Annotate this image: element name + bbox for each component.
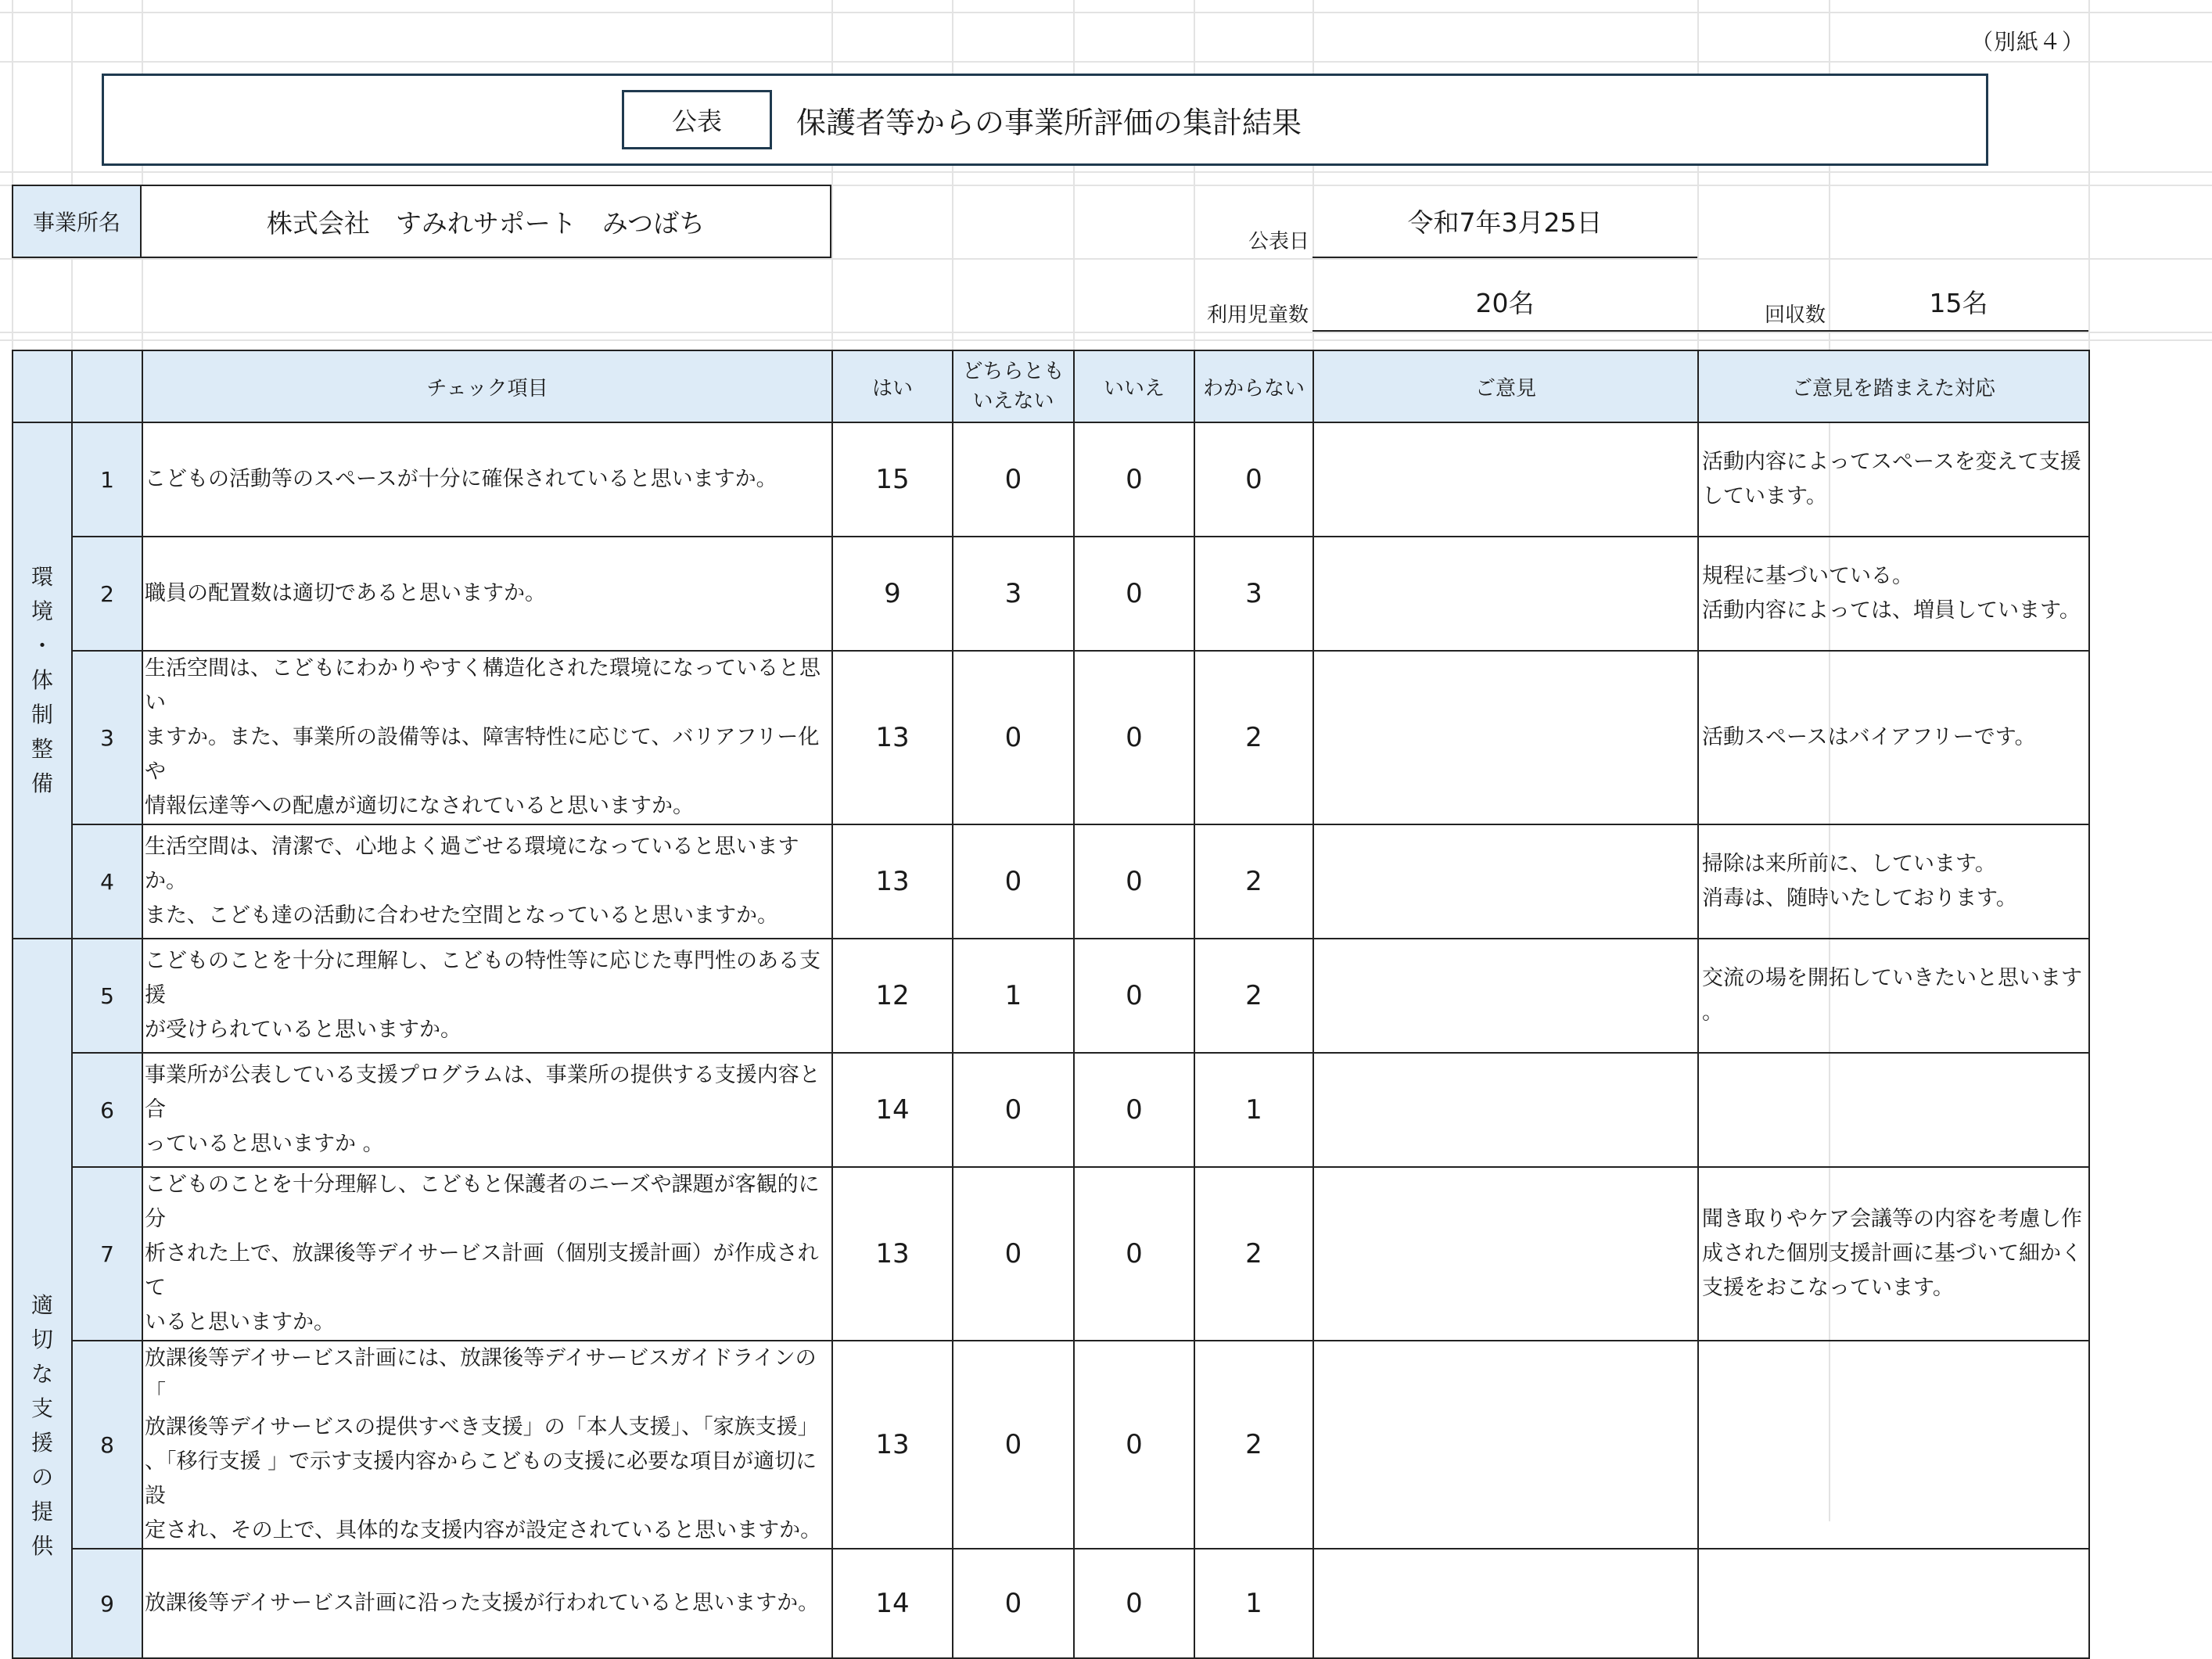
table-row	[13, 1167, 2089, 1341]
count-unknown: 2	[1194, 1167, 1313, 1341]
row-number: 1	[72, 422, 142, 537]
category-support: 適 切 な 支 援 の 提 供	[13, 939, 72, 1658]
children-count-label: 利用児童数	[1207, 303, 1309, 327]
annex-label: （別紙４）	[1971, 29, 2085, 55]
header-check-item: チェック項目	[142, 350, 832, 422]
opinion-cell	[1313, 1549, 1698, 1658]
table-row	[13, 422, 2089, 537]
count-no: 0	[1074, 939, 1194, 1053]
count-unknown: 1	[1194, 1549, 1313, 1658]
opinion-cell	[1313, 1053, 1698, 1167]
opinion-cell	[1313, 1167, 1698, 1341]
opinion-cell	[1313, 422, 1698, 537]
table-row	[13, 1549, 2089, 1658]
count-neutral: 0	[953, 422, 1074, 537]
count-neutral: 1	[953, 939, 1074, 1053]
row-number: 3	[72, 651, 142, 824]
table-row	[13, 939, 2089, 1053]
header-neutral	[953, 350, 1074, 422]
table-row	[13, 1341, 2089, 1549]
collected-count-value: 15名	[1829, 272, 2088, 332]
question-cell: 放課後等デイサービス計画に沿った支援が行われていると思いますか。	[142, 1549, 832, 1658]
question-cell: こどもの活動等のスペースが十分に確保されていると思いますか。	[142, 422, 832, 537]
question-cell: こどものことを十分理解し、こどもと保護者のニーズや課題が客観的に分 析された上で、放課後等デイサービス計画（個別支援計画）が作成されて いると思いますか。	[142, 1167, 832, 1341]
row-number: 5	[72, 939, 142, 1053]
count-neutral: 0	[953, 1341, 1074, 1549]
count-no: 0	[1074, 1341, 1194, 1549]
row-number: 6	[72, 1053, 142, 1167]
children-count-value: 20名	[1312, 272, 1697, 332]
response-cell	[1698, 1053, 2089, 1167]
table-row	[13, 651, 2089, 824]
count-yes: 14	[832, 1549, 953, 1658]
count-yes: 13	[832, 824, 953, 939]
page-title: 保護者等からの事業所評価の集計結果	[796, 105, 1302, 140]
row-number: 8	[72, 1341, 142, 1549]
count-unknown: 1	[1194, 1053, 1313, 1167]
opinion-cell	[1313, 537, 1698, 651]
question-cell: 放課後等デイサービス計画には、放課後等デイサービスガイドラインの「 放課後等デイサービスの提供すべき支援」の「本人支援」、「家族支援」 、「移行支援 」で示す支援内容からこどもの支援に必要な項目が適切に設 定され、その上で、具体的な支援内容が設定されていると思いますか。	[142, 1341, 832, 1549]
header-opinion: ご意見	[1313, 350, 1698, 422]
count-neutral: 3	[953, 537, 1074, 651]
office-name-label: 事業所名	[12, 185, 142, 258]
public-badge: 公表	[622, 90, 772, 149]
response-cell: 交流の場を開拓していきたいと思います 。	[1698, 939, 2089, 1053]
header-row	[13, 350, 2089, 422]
count-no: 0	[1074, 422, 1194, 537]
opinion-cell	[1313, 1341, 1698, 1549]
header-yes: はい	[832, 350, 953, 422]
count-neutral: 0	[953, 1549, 1074, 1658]
response-cell: 聞き取りやケア会議等の内容を考慮し作 成された個別支援計画に基づいて細かく 支援をおこなっています。	[1698, 1167, 2089, 1341]
question-cell: 事業所が公表している支援プログラムは、事業所の提供する支援内容と合 っていると思いますか 。	[142, 1053, 832, 1167]
count-yes: 12	[832, 939, 953, 1053]
count-unknown: 0	[1194, 422, 1313, 537]
count-unknown: 2	[1194, 824, 1313, 939]
response-cell: 活動内容によってスペースを変えて支援 しています。	[1698, 422, 2089, 537]
header-response: ご意見を踏まえた対応	[1698, 350, 2089, 422]
row-number: 9	[72, 1549, 142, 1658]
opinion-cell	[1313, 939, 1698, 1053]
count-unknown: 3	[1194, 537, 1313, 651]
row-number: 4	[72, 824, 142, 939]
response-cell: 規程に基づいている。 活動内容によっては、増員しています。	[1698, 537, 2089, 651]
table-row	[13, 1053, 2089, 1167]
count-yes: 15	[832, 422, 953, 537]
table-row	[13, 537, 2089, 651]
count-neutral: 0	[953, 824, 1074, 939]
count-yes: 13	[832, 1341, 953, 1549]
publication-date-value: 令和7年3月25日	[1312, 185, 1697, 258]
count-no: 0	[1074, 651, 1194, 824]
header-neutral-line1: どちらとも	[962, 360, 1065, 383]
header-no: いいえ	[1074, 350, 1194, 422]
evaluation-table	[12, 350, 2090, 1659]
table-row	[13, 824, 2089, 939]
count-yes: 14	[832, 1053, 953, 1167]
question-cell: 生活空間は、清潔で、心地よく過ごせる環境になっていると思いますか。 また、こども達の活動に合わせた空間となっていると思いますか。	[142, 824, 832, 939]
question-cell: 生活空間は、こどもにわかりやすく構造化された環境になっていると思い ますか。また、事業所の設備等は、障害特性に応じて、バリアフリー化や 情報伝達等への配慮が適切になされていると思いますか。	[142, 651, 832, 824]
count-unknown: 2	[1194, 939, 1313, 1053]
count-no: 0	[1074, 537, 1194, 651]
count-neutral: 0	[953, 651, 1074, 824]
response-cell	[1698, 1549, 2089, 1658]
count-no: 0	[1074, 824, 1194, 939]
header-blank	[72, 350, 142, 422]
count-no: 0	[1074, 1549, 1194, 1658]
question-cell: こどものことを十分に理解し、こどもの特性等に応じた専門性のある支援 が受けられていると思いますか。	[142, 939, 832, 1053]
count-yes: 9	[832, 537, 953, 651]
opinion-cell	[1313, 651, 1698, 824]
header-neutral-line2: いえない	[972, 390, 1054, 413]
opinion-cell	[1313, 824, 1698, 939]
count-unknown: 2	[1194, 651, 1313, 824]
count-no: 0	[1074, 1167, 1194, 1341]
count-yes: 13	[832, 651, 953, 824]
collected-count-label: 回収数	[1765, 303, 1826, 327]
row-number: 7	[72, 1167, 142, 1341]
category-environment: 環 境 ・ 体 制 整 備	[13, 422, 72, 939]
response-cell: 活動スペースはバイアフリーです。	[1698, 651, 2089, 824]
count-yes: 13	[832, 1167, 953, 1341]
count-neutral: 0	[953, 1053, 1074, 1167]
office-name-value: 株式会社 すみれサポート みつばち	[142, 185, 831, 258]
publication-date-label: 公表日	[1248, 230, 1310, 253]
response-cell: 掃除は来所前に、しています。 消毒は、随時いたしております。	[1698, 824, 2089, 939]
count-unknown: 2	[1194, 1341, 1313, 1549]
count-neutral: 0	[953, 1167, 1074, 1341]
question-cell: 職員の配置数は適切であると思いますか。	[142, 537, 832, 651]
count-no: 0	[1074, 1053, 1194, 1167]
underline-divider	[1697, 330, 1829, 332]
header-unknown: わからない	[1194, 350, 1313, 422]
header-blank	[13, 350, 72, 422]
response-cell	[1698, 1341, 2089, 1549]
row-number: 2	[72, 537, 142, 651]
